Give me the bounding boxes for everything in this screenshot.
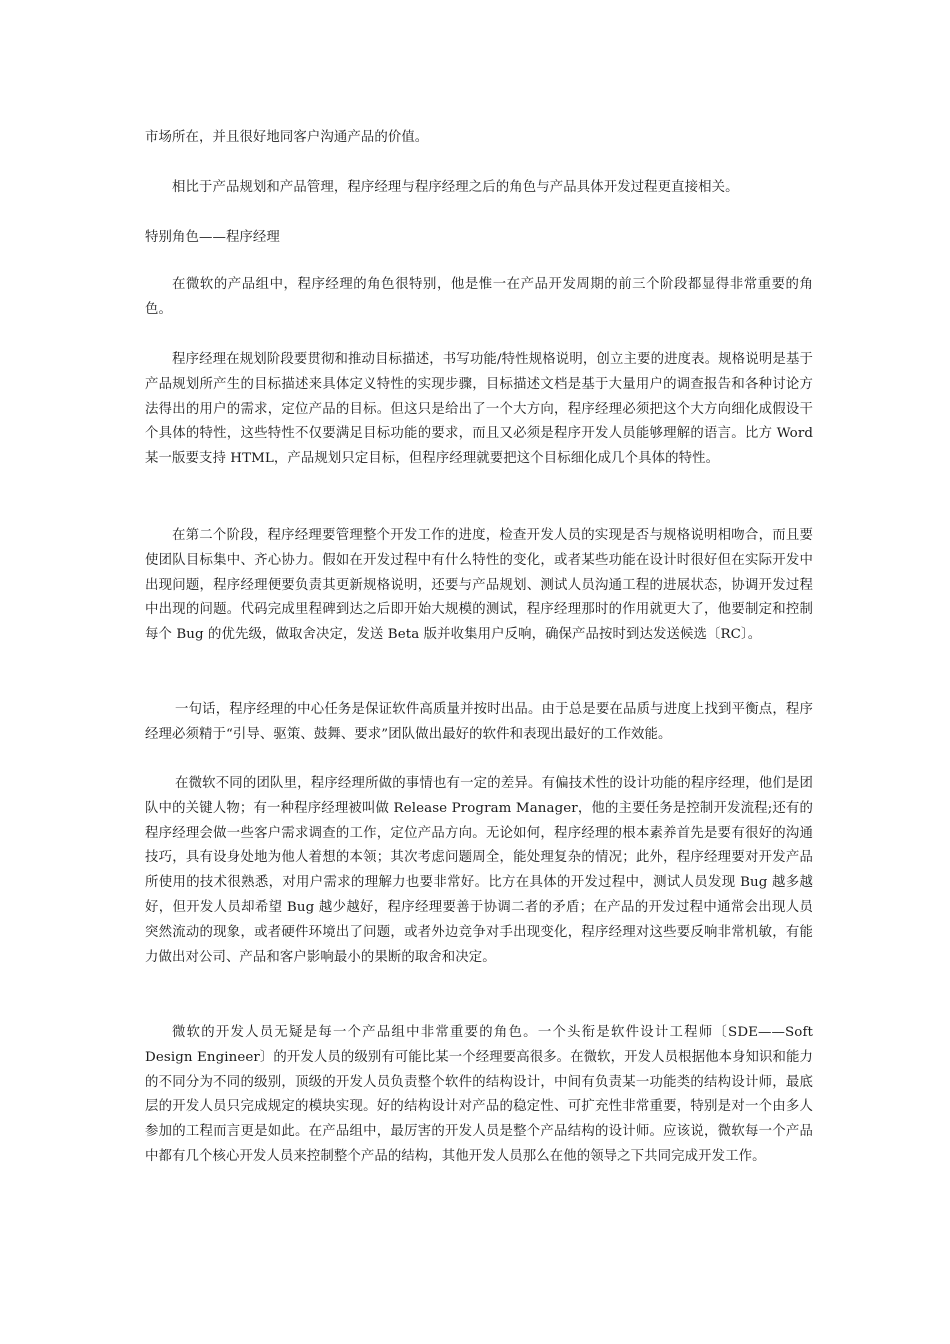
section-heading-program-manager: 特别角色——程序经理 — [145, 230, 280, 245]
paragraph-planning-stage: 程序经理在规划阶段要贯彻和推动目标描述，书写功能/特性规格说明，创立主要的进度表。规格说明是基于产品规划所产生的目标描述来具体定义特性的实现步骤，目标描述文档是基于大量用户的调查报告和各种讨论方法得出的用户的需求，定位产品的目标。但这只是给出了一个大方向，程序经理必须把这个大方向细化成假设干个具体的特性，这些特性不仅要满足目标功能的要求，而且又必须是程序开发人员能够理解的语言。比方 Word 某一版要支持 HTML，产品规划只定目标，但程序经理就要把这个目标细化成几个具体的特性。 — [145, 352, 813, 467]
paragraph-second-stage: 在第二个阶段，程序经理要管理整个开发工作的进度，检查开发人员的实现是否与规格说明相吻合，而且要使团队目标集中、齐心协力。假如在开发过程中有什么特性的变化，或者某些功能在设计时很好但在实际开发中出现问题，程序经理便要负责其更新规格说明，还要与产品规划、测试人员沟通工程的进展状态，协调开发过程中出现的问题。代码完成里程碑到达之后即开始大规模的测试，程序经理那时的作用就更大了，他要制定和控制每个 Bug 的优先级，做取舍决定，发送 Beta 版并收集用户反响，确保产品按时到达发送候选〔RC〕。 — [145, 528, 813, 643]
paragraph-core-task: 一句话，程序经理的中心任务是保证软件高质量并按时出品。由于总是要在品质与进度上找到平衡点，程序经理必须精于“引导、驱策、鼓舞、要求”团队做出最好的软件和表现出最好的工作效能。 — [145, 702, 813, 742]
paragraph-market-value: 市场所在，并且很好地同客户沟通产品的价值。 — [145, 130, 429, 145]
paragraph-team-differences: 在微软不同的团队里，程序经理所做的事情也有一定的差异。有偏技术性的设计功能的程序经理，他们是团队中的关键人物；有一种程序经理被叫做 Release Program Manager，他的主要任务是控制开发流程;还有的程序经理会做一些客户需求调查的工作，定位产品方向。无论如何，程序经理的根本素养首先是要有很好的沟通技巧，具有设身处地为他人着想的本领；其次考虑问题周全，能处理复杂的情况；此外，程序经理要对开发产品所使用的技术很熟悉，对用户需求的理解力也要非常好。比方在具体的开发过程中，测试人员发现 Bug 越多越好，但开发人员却希望 Bug 越少越好，程序经理要善于协调二者的矛盾；在产品的开发过程中通常会出现人员突然流动的现象，或者硬件环境出了问题，或者外边竞争对手出现变化，程序经理对这些要反响非常机敏，有能力做出对公司、产品和客户影响最小的果断的取舍和决定。 — [145, 776, 813, 965]
paragraph-special-role: 在微软的产品组中，程序经理的角色很特别，他是惟一在产品开发周期的前三个阶段都显得非常重要的角色。 — [145, 277, 813, 317]
paragraph-developers: 微软的开发人员无疑是每一个产品组中非常重要的角色。一个头衔是软件设计工程师〔SDE——Soft Design Engineer〕的开发人员的级别有可能比某一个经理要高很多。在微软，开发人员根据他本身知识和能力的不同分为不同的级别，顶级的开发人员负责整个软件的结构设计，中间有负责某一功能类的结构设计师，最底层的开发人员只完成规定的模块实现。好的结构设计对产品的稳定性、可扩充性非常重要，特别是对一个由多人参加的工程而言更是如此。在产品组中，最厉害的开发人员是整个产品结构的设计师。应该说，微软每一个产品中都有几个核心开发人员来控制整个产品的结构，其他开发人员那么在他的领导之下共同完成开发工作。 — [145, 1025, 814, 1164]
paragraph-program-manager-relation: 相比于产品规划和产品管理，程序经理与程序经理之后的角色与产品具体开发过程更直接相关。 — [172, 180, 739, 195]
